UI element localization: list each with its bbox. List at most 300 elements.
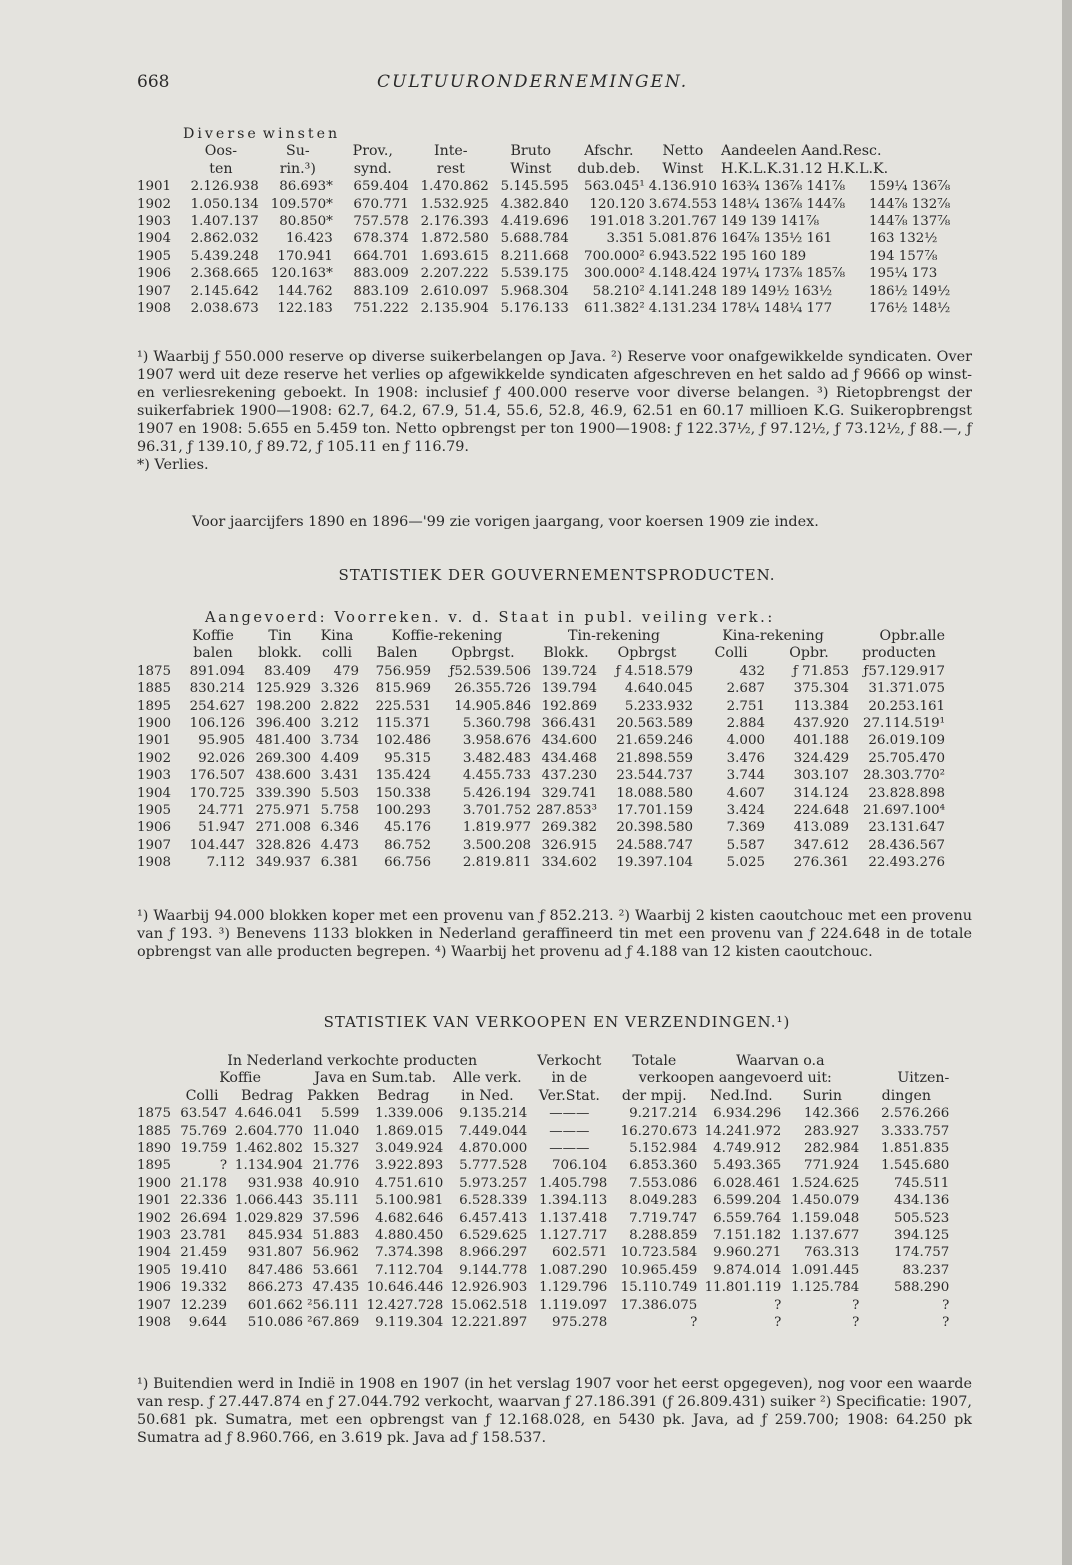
table-cell: 37.596 xyxy=(312,1210,360,1226)
year-cell: 1900 xyxy=(137,1175,172,1191)
table-cell: 22.336 xyxy=(180,1193,228,1209)
table-cell: 150.338 xyxy=(375,785,431,801)
table-cell: 11.801.119 xyxy=(704,1280,782,1296)
column-header: Opbrgst xyxy=(617,645,677,662)
table-cell: 706.104 xyxy=(551,1158,608,1174)
table-cell: 2.819.811 xyxy=(462,855,531,871)
table-cell: 883.109 xyxy=(353,283,409,299)
table-cell: 17.386.075 xyxy=(620,1297,698,1313)
table-cell: 324.429 xyxy=(793,750,849,766)
column-header: Balen xyxy=(376,645,418,662)
table-header-row xyxy=(137,628,949,645)
table-cell: 5.587 xyxy=(726,837,765,853)
table-row xyxy=(137,698,949,715)
year-cell: 1905 xyxy=(137,1262,172,1278)
table-row xyxy=(137,1175,953,1192)
table-cell: 3.424 xyxy=(726,803,765,819)
column-header: Bruto xyxy=(510,143,552,160)
year-cell: 1895 xyxy=(137,698,172,714)
year-cell: 1903 xyxy=(137,1228,172,1244)
table-cell: 375.304 xyxy=(793,681,849,697)
table-cell: 434.468 xyxy=(541,750,597,766)
table-cell: 7.719.747 xyxy=(629,1210,698,1226)
table-cell xyxy=(573,126,649,143)
column-header: Ver.Stat. xyxy=(538,1087,600,1104)
table-cell: 254.627 xyxy=(189,698,245,714)
column-header: Opbrgst. xyxy=(451,645,515,662)
table-cell: 815.969 xyxy=(375,681,431,697)
column-header: balen xyxy=(193,645,233,662)
table-cell: 83.237 xyxy=(902,1262,950,1278)
table-row xyxy=(137,1244,953,1261)
table-cell: 95.905 xyxy=(198,733,245,749)
table-cell: 6.028.461 xyxy=(713,1175,782,1191)
table-row xyxy=(137,265,954,282)
table-row xyxy=(137,680,949,697)
table-cell: 3.958.676 xyxy=(462,733,531,749)
table-cell: 144⅞ 132⅞ xyxy=(868,196,951,212)
table-cell: 142.366 xyxy=(803,1106,860,1122)
table-cell: 19.332 xyxy=(180,1280,228,1296)
table-cell xyxy=(413,126,493,143)
column-header: Blokk. xyxy=(543,645,589,662)
table-cell: 664.701 xyxy=(353,248,409,264)
year-cell: 1901 xyxy=(137,1193,172,1209)
table-cell: 9.874.014 xyxy=(713,1262,782,1278)
table-cell: 80.850* xyxy=(279,214,333,230)
table-cell: 3.212 xyxy=(320,716,359,732)
table-cell: 1.450.079 xyxy=(791,1193,860,1209)
table-row xyxy=(137,785,949,802)
table-cell: 198.200 xyxy=(255,698,311,714)
table-cell: 12.926.903 xyxy=(450,1280,528,1296)
table-cell: 21.776 xyxy=(312,1158,360,1174)
table-cell: 9.217.214 xyxy=(629,1106,698,1122)
table-cell: 56.962 xyxy=(312,1245,360,1261)
table-cell: 3.744 xyxy=(726,768,765,784)
table-cell: 2.176.393 xyxy=(420,214,489,230)
table-cell: 4.749.912 xyxy=(713,1141,782,1157)
column-header: rin.³) xyxy=(279,160,316,177)
table-cell: 16.423 xyxy=(285,231,333,247)
table-cell: 12.239 xyxy=(180,1297,228,1313)
year-cell: 1901 xyxy=(137,733,172,749)
table-cell: 23.131.647 xyxy=(868,820,945,836)
table-cell: 10.965.459 xyxy=(620,1262,698,1278)
table-cell: 6.457.413 xyxy=(459,1210,528,1226)
table-cell: 19.410 xyxy=(180,1262,228,1278)
table-cell: 9.135.214 xyxy=(459,1106,528,1122)
page-edge-shadow xyxy=(1062,0,1072,1565)
footnotes-gouvernementsproducten: ¹) Waarbij 94.000 blokken koper met een provenu van ƒ 852.213. ²) Waarbij 2 kisten caoutchouc met een provenu van ƒ 193. ³) Benevens 1133 blokken in Nederland geraffineerd tin met een provenu van ƒ 224.648 in de totale opbrengst van alle producten begrepen. ⁴) Waarbij het provenu ad ƒ 4.188 van 12 kisten caoutchouc. xyxy=(137,908,972,960)
table-cell: 830.214 xyxy=(189,681,245,697)
table-cell: 100.293 xyxy=(375,803,431,819)
table-cell: 2.145.642 xyxy=(190,283,259,299)
table-cell xyxy=(721,126,869,143)
column-header: Kina-rekening xyxy=(722,628,824,644)
table-row xyxy=(137,1262,953,1279)
column-header: Oos- xyxy=(204,143,238,160)
table-cell: 191.018 xyxy=(589,214,645,230)
table-row xyxy=(137,1227,953,1244)
table-cell: 92.026 xyxy=(198,750,245,766)
column-header: synd. xyxy=(353,160,392,177)
table-row xyxy=(137,1297,953,1314)
table-row xyxy=(137,1140,953,1157)
table-cell: 4.646.041 xyxy=(234,1106,304,1122)
table-cell: 3.482.483 xyxy=(462,750,531,766)
table-cell: 2.207.222 xyxy=(420,266,489,282)
table-cell: 35.111 xyxy=(312,1193,360,1209)
column-header: Bedrag xyxy=(240,1087,294,1104)
table-cell: 479 xyxy=(333,663,359,679)
column-header: Koffie xyxy=(219,1070,261,1087)
table-cell: 21.178 xyxy=(180,1175,228,1191)
year-cell: 1907 xyxy=(137,1297,172,1313)
table-cell: 329.741 xyxy=(541,785,597,801)
year-cell: 1906 xyxy=(137,820,172,836)
table-cell: ? xyxy=(852,1297,860,1313)
table-cell: 6.934.296 xyxy=(713,1106,782,1122)
table-cell: 1.532.925 xyxy=(420,196,489,212)
table-cell: 1.134.904 xyxy=(234,1158,304,1174)
column-header: colli xyxy=(321,645,353,662)
table-cell: 328.826 xyxy=(255,837,311,853)
year-cell: 1905 xyxy=(137,803,172,819)
table-cell: 7.112 xyxy=(206,855,245,871)
table-cell: 24.771 xyxy=(198,803,245,819)
table-cell: 17.701.159 xyxy=(616,803,693,819)
table-cell: 437.230 xyxy=(541,768,597,784)
table-cell: 122.183 xyxy=(277,301,333,317)
section-title-verkoopen: STATISTIEK VAN VERKOOPEN EN VERZENDINGEN.¹) xyxy=(323,1013,791,1031)
column-header: Ned.Ind. xyxy=(709,1087,773,1104)
column-header: Koffie-rekening xyxy=(391,628,503,644)
table-cell: 21.459 xyxy=(180,1245,228,1261)
table-cell: 4.000 xyxy=(726,733,765,749)
year-cell: 1875 xyxy=(137,1106,172,1122)
table-cell: 58.210² xyxy=(592,283,645,299)
table-row xyxy=(137,663,949,680)
table-cell: 5.439.248 xyxy=(190,248,259,264)
table-cell: 4.682.646 xyxy=(375,1210,444,1226)
year-cell: 1908 xyxy=(137,301,172,317)
table-cell: 4.136.910 xyxy=(648,179,717,195)
table-cell: 563.045¹ xyxy=(584,179,645,195)
column-header xyxy=(137,161,183,178)
table-cell: 347.612 xyxy=(793,837,849,853)
table-cell: 144⅞ 137⅞ xyxy=(868,214,951,230)
table-cell: 1.462.802 xyxy=(234,1141,304,1157)
table-cell: 883.009 xyxy=(353,266,409,282)
table-cell: 51.883 xyxy=(312,1228,360,1244)
table-cell: 601.662 xyxy=(247,1297,304,1313)
table-cell: 3.476 xyxy=(726,750,765,766)
table-cell: 8.966.297 xyxy=(459,1245,528,1261)
table-cell: 6.559.764 xyxy=(713,1210,782,1226)
column-header: Colli xyxy=(714,645,748,662)
table-cell: 339.390 xyxy=(255,785,311,801)
year-cell: 1900 xyxy=(137,716,172,732)
table-cell: 745.511 xyxy=(893,1175,950,1191)
column-header: dingen xyxy=(881,1087,931,1104)
table-cell: 23.544.737 xyxy=(616,768,693,784)
table-cell: 6.853.360 xyxy=(629,1158,698,1174)
table-cell: 891.094 xyxy=(189,663,245,679)
table-cell: 1.524.625 xyxy=(791,1175,860,1191)
column-header: Totale xyxy=(632,1053,677,1069)
table-row xyxy=(137,1314,953,1331)
table-cell: 9.960.271 xyxy=(713,1245,782,1261)
table-cell: 113.384 xyxy=(793,698,849,714)
table-cell: ? xyxy=(219,1158,228,1174)
table-cell: 9.144.778 xyxy=(459,1262,528,1278)
table-cell: 5.539.175 xyxy=(500,266,569,282)
table-cell: ——— xyxy=(549,1106,590,1122)
note-previous-year: Voor jaarcijfers 1890 en 1896—'99 zie vorigen jaargang, voor koersen 1909 zie index. xyxy=(192,514,819,530)
table-cell: 6.599.204 xyxy=(713,1193,782,1209)
table-cell: 3.326 xyxy=(320,681,359,697)
table-cell: 437.920 xyxy=(793,716,849,732)
table-cell: 2.576.266 xyxy=(881,1106,950,1122)
table-cell: 20.398.580 xyxy=(616,820,693,836)
table-cell: 1.819.977 xyxy=(462,820,531,836)
year-cell: 1904 xyxy=(137,1245,172,1261)
table-cell: ? xyxy=(852,1315,860,1331)
table-cell: ²56.111 xyxy=(307,1297,360,1313)
table-row xyxy=(137,178,954,195)
table-cell: 6.346 xyxy=(320,820,359,836)
table-cell: 5.025 xyxy=(726,855,765,871)
table-cell: 170.725 xyxy=(189,785,245,801)
table-cell: 27.114.519¹ xyxy=(862,716,945,732)
table-cell: 3.701.752 xyxy=(462,803,531,819)
table-cell: 4.141.248 xyxy=(648,283,717,299)
column-header: blokk. xyxy=(258,645,302,662)
table-row xyxy=(137,1157,953,1174)
table-cell: ƒ 71.853 xyxy=(792,663,849,679)
table-cell: 125.929 xyxy=(255,681,311,697)
table-cell: 5.503 xyxy=(320,785,359,801)
table-cell: 1.405.798 xyxy=(539,1175,608,1191)
column-header: Uitzen- xyxy=(897,1070,950,1087)
table-cell: 1.137.677 xyxy=(791,1228,860,1244)
table-row xyxy=(137,715,949,732)
table-cell: 83.409 xyxy=(264,663,311,679)
table-cell: 602.571 xyxy=(551,1245,608,1261)
table-cell: 4.751.610 xyxy=(375,1175,444,1191)
table-cell: 1.127.717 xyxy=(539,1228,608,1244)
table-cell: 1.050.134 xyxy=(190,196,259,212)
table-cell: 7.369 xyxy=(726,820,765,836)
year-cell: 1875 xyxy=(137,663,172,679)
table-cell: 2.368.665 xyxy=(190,266,259,282)
table-cell: 1.137.418 xyxy=(539,1210,608,1226)
table-cell: 771.924 xyxy=(803,1158,860,1174)
footnotes-table1 xyxy=(137,348,972,474)
table-cell: 6.529.625 xyxy=(459,1228,528,1244)
table-row xyxy=(137,1105,953,1122)
table-cell: 975.278 xyxy=(551,1315,608,1331)
table-cell: 195¼ 173 xyxy=(868,266,938,282)
table-cell: 7.449.044 xyxy=(459,1123,528,1139)
table-cell: 21.659.246 xyxy=(616,733,693,749)
table-cell: 45.176 xyxy=(384,820,431,836)
table-cell: 396.400 xyxy=(255,716,311,732)
verkoopen-table xyxy=(137,1053,953,1332)
column-header: der mpij. xyxy=(621,1087,687,1104)
table-cell: 438.600 xyxy=(255,768,311,784)
table-cell: 4.640.045 xyxy=(624,681,693,697)
table-cell: 3.500.208 xyxy=(462,837,531,853)
table-cell: 1.869.015 xyxy=(375,1123,444,1139)
year-cell: 1901 xyxy=(137,179,172,195)
table-cell: 269.300 xyxy=(255,750,311,766)
table-cell: 120.120 xyxy=(589,196,645,212)
table-cell: 6.381 xyxy=(320,855,359,871)
table-cell: 7.112.704 xyxy=(375,1262,444,1278)
table-row xyxy=(137,854,949,871)
table-cell: ——— xyxy=(549,1141,590,1157)
table-cell: 14.241.972 xyxy=(704,1123,782,1139)
table-row xyxy=(137,837,949,854)
column-header: Colli xyxy=(185,1087,219,1104)
table-cell: 10.723.584 xyxy=(620,1245,698,1261)
table-header-row xyxy=(137,645,949,662)
table-cell: 9.644 xyxy=(188,1315,228,1331)
table-cell: 3.734 xyxy=(320,733,359,749)
table-header-row xyxy=(137,1053,953,1070)
table-row xyxy=(137,819,949,836)
table-cell: 16.270.673 xyxy=(620,1123,698,1139)
table-cell: 176.507 xyxy=(189,768,245,784)
year-cell: 1895 xyxy=(137,1158,172,1174)
table-cell: 19.759 xyxy=(180,1141,228,1157)
table-cell: 303.107 xyxy=(793,768,849,784)
column-header: Opbr.alle xyxy=(879,628,945,644)
column-header xyxy=(137,143,183,160)
table-cell: 1.129.796 xyxy=(539,1280,608,1296)
table-cell: 176½ 148½ xyxy=(868,301,951,317)
table-cell: 505.523 xyxy=(893,1210,950,1226)
table-cell: 3.201.767 xyxy=(648,214,717,230)
table-cell: 2.135.904 xyxy=(420,301,489,317)
table-row xyxy=(137,767,949,784)
column-header: Afschr. xyxy=(584,143,634,160)
table-cell: 271.008 xyxy=(255,820,311,836)
table-cell: 3.333.757 xyxy=(881,1123,950,1139)
table-cell: 700.000² xyxy=(584,248,645,264)
table-cell: 11.040 xyxy=(312,1123,360,1139)
footnote-loss: *) Verlies. xyxy=(137,457,209,473)
table-cell: 28.436.567 xyxy=(868,837,945,853)
year-cell: 1885 xyxy=(137,1123,172,1139)
table-row xyxy=(137,213,954,230)
column-header: Java en Sum.tab. xyxy=(314,1070,437,1087)
table-cell: 3.351 xyxy=(606,231,645,247)
table-cell: 4.870.000 xyxy=(459,1141,528,1157)
table-cell: 106.126 xyxy=(189,716,245,732)
table-cell: 1.125.784 xyxy=(791,1280,860,1296)
table-cell: 47.435 xyxy=(312,1280,360,1296)
table-cell: 5.973.257 xyxy=(459,1175,528,1191)
table-cell: 20.563.589 xyxy=(616,716,693,732)
table-cell: 5.758 xyxy=(320,803,359,819)
year-cell: 1903 xyxy=(137,214,172,230)
table-cell xyxy=(869,126,954,143)
column-header: Koffie xyxy=(192,628,234,644)
table-cell: 434.136 xyxy=(893,1193,950,1209)
table-cell: 349.937 xyxy=(255,855,311,871)
table-cell: ? xyxy=(774,1297,782,1313)
table-cell: 10.646.446 xyxy=(366,1280,444,1296)
table-cell: ? xyxy=(774,1315,782,1331)
table-cell: 51.947 xyxy=(198,820,245,836)
table-cell: 12.221.897 xyxy=(450,1315,528,1331)
column-header: Verkocht xyxy=(537,1053,602,1069)
table-cell: 21.898.559 xyxy=(616,750,693,766)
table-cell: 15.062.518 xyxy=(450,1297,528,1313)
table-cell: 23.828.898 xyxy=(868,785,945,801)
table-cell: 1.394.113 xyxy=(539,1193,608,1209)
table-cell: 31.371.075 xyxy=(868,681,945,697)
table-cell: 163¾ 136⅞ 141⅞ xyxy=(720,179,846,195)
table-cell: ƒ57.129.917 xyxy=(863,663,945,679)
table-row xyxy=(137,732,949,749)
table-cell: 282.984 xyxy=(803,1141,860,1157)
table-cell: 178¼ 148¼ 177 xyxy=(720,301,833,317)
table-cell: 1.029.829 xyxy=(234,1210,304,1226)
table-cell: 1.693.615 xyxy=(420,248,489,264)
table-cell: 109.570* xyxy=(270,196,333,212)
table-cell: 4.607 xyxy=(726,785,765,801)
table-cell: 4.409 xyxy=(320,750,359,766)
table-cell: 40.910 xyxy=(312,1175,360,1191)
column-header: Tin xyxy=(268,628,292,644)
table-cell: 5.599 xyxy=(320,1106,360,1122)
table-cell: 197¼ 173⅞ 185⅞ xyxy=(720,266,846,282)
table-row xyxy=(137,1123,953,1140)
table-cell: 4.131.234 xyxy=(648,301,717,317)
table-cell: 66.756 xyxy=(384,855,431,871)
table-cell: 26.694 xyxy=(180,1210,228,1226)
table-cell: 611.382² xyxy=(584,301,645,317)
table-cell: 23.781 xyxy=(180,1228,228,1244)
table-cell: 15.327 xyxy=(312,1141,360,1157)
table-cell: 4.880.450 xyxy=(375,1228,444,1244)
table-cell: 225.531 xyxy=(375,698,431,714)
table-cell: 5.968.304 xyxy=(500,283,569,299)
table-cell: 12.427.728 xyxy=(366,1297,444,1313)
table-row xyxy=(137,1279,953,1296)
table-cell: 189 149½ 163½ xyxy=(720,283,833,299)
table-cell: ——— xyxy=(549,1123,590,1139)
table-cell: 276.361 xyxy=(793,855,849,871)
table-cell: 334.602 xyxy=(541,855,597,871)
table-row xyxy=(137,283,954,300)
year-cell: 1907 xyxy=(137,837,172,853)
year-cell: 1906 xyxy=(137,266,172,282)
table-cell: 135.424 xyxy=(375,768,431,784)
column-header: Inte- xyxy=(433,143,468,160)
table-cell: 194 157⅞ xyxy=(868,248,938,264)
table-cell: 18.088.580 xyxy=(616,785,693,801)
table-cell: 104.447 xyxy=(189,837,245,853)
running-title: CULTUURONDERNEMINGEN. xyxy=(377,72,689,92)
table-cell: 102.486 xyxy=(375,733,431,749)
table-cell xyxy=(863,1053,953,1070)
year-cell: 1903 xyxy=(137,768,172,784)
